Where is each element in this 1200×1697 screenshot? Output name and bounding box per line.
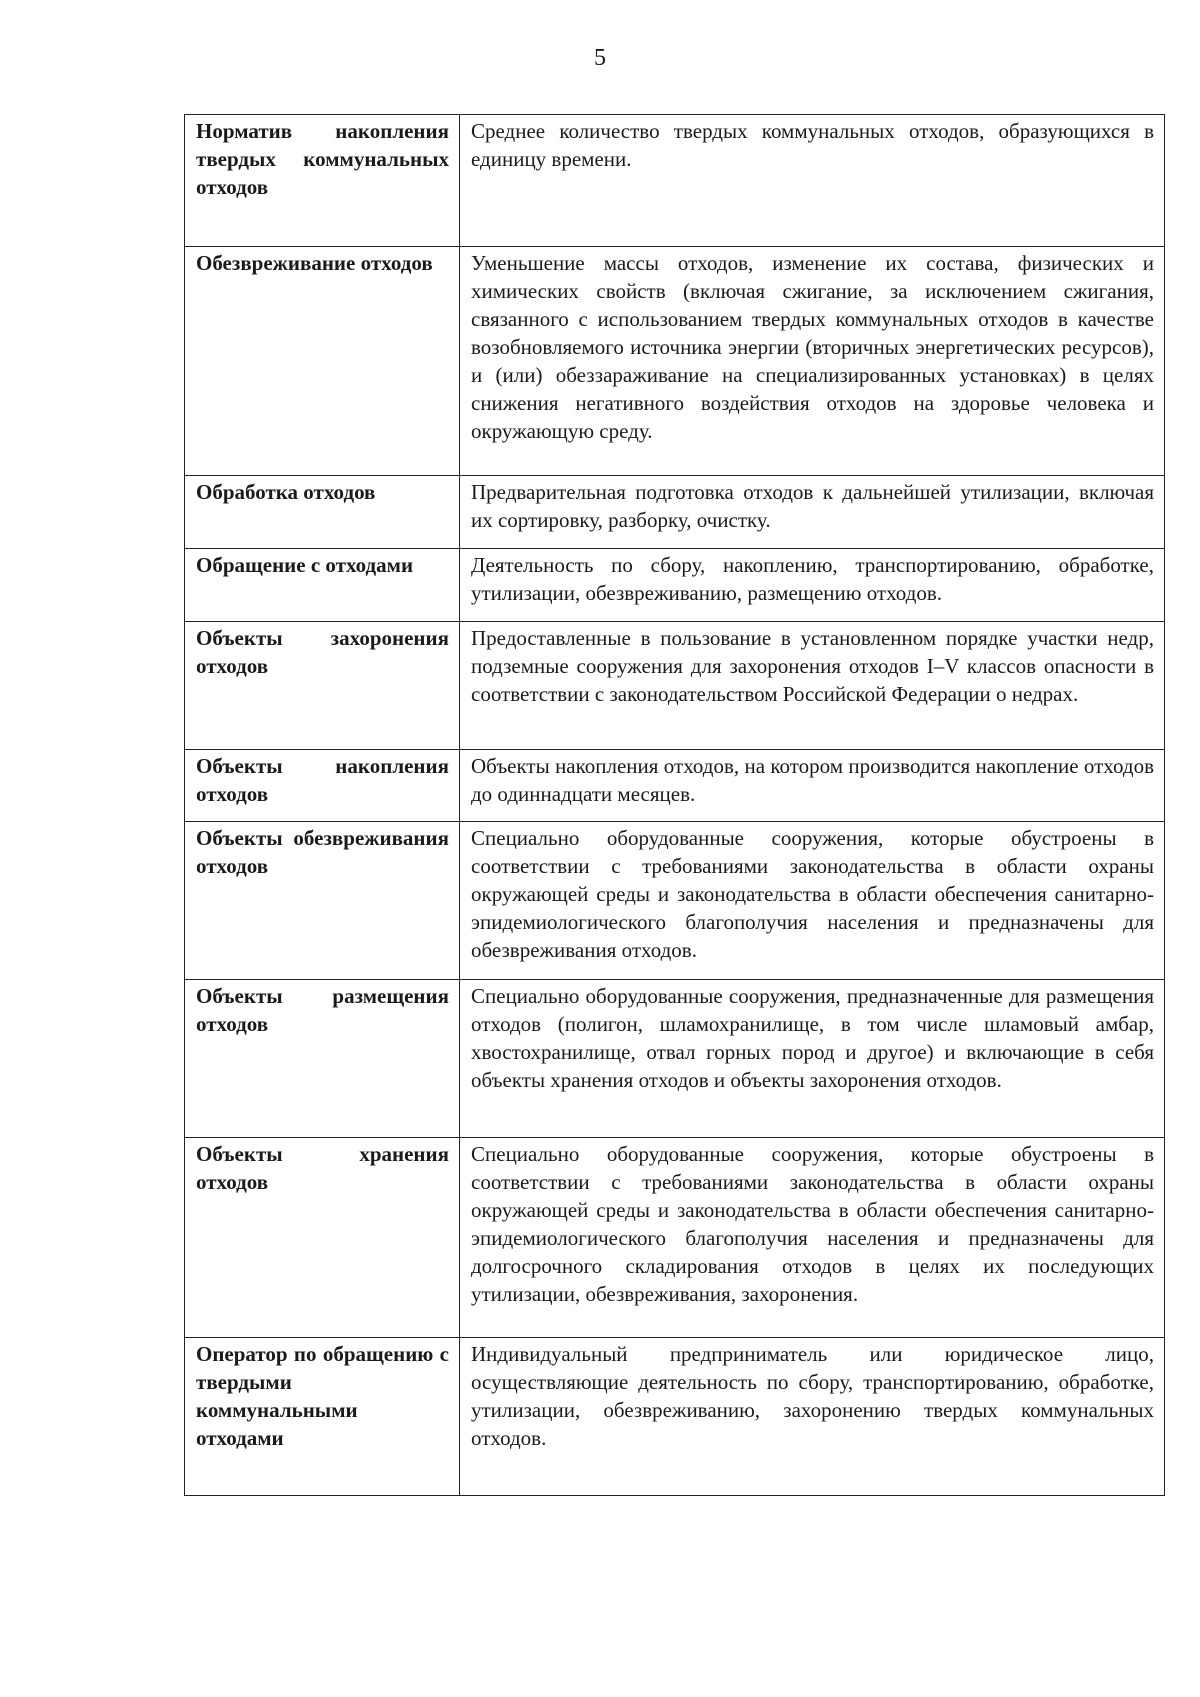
term-cell: Объекты обезвреживания отходов — [185, 822, 460, 980]
table-row — [185, 476, 1165, 549]
term-cell: Объекты размещения отходов — [185, 980, 460, 1138]
term-cell: Объекты хранения отходов — [185, 1138, 460, 1338]
table-row — [185, 1338, 1165, 1496]
term-cell: Обращение с отходами — [185, 549, 460, 622]
table-row — [185, 247, 1165, 476]
table-row — [185, 115, 1165, 247]
term-cell: Объекты захоронения отходов — [185, 622, 460, 750]
table-row — [185, 622, 1165, 750]
table-row — [185, 980, 1165, 1138]
definition-cell: Объекты накопления отходов, на котором производится накопление отходов до одиннадцати месяцев. — [460, 750, 1165, 822]
definition-cell: Специально оборудованные сооружения, которые обустроены в соответствии с требованиями законодательства в области охраны окружающей среды и законодательства в области обеспечения санитарно-эпидемиологического благополучия населения и предназначены для долгосрочного складирования отходов в целях их последующих утилизации, обезвреживания, захоронения. — [460, 1138, 1165, 1338]
definition-cell: Уменьшение массы отходов, изменение их состава, физических и химических свойств (включая сжигание, за исключением сжигания, связанного с использованием твердых коммунальных отходов в качестве возобновляемого источника энергии (вторичных энергетических ресурсов), и (или) обеззараживание на специализированных установках) в целях снижения негативного воздействия отходов на здоровье человека и окружающую среду. — [460, 247, 1165, 476]
definition-cell: Среднее количество твердых коммунальных отходов, образующихся в единицу времени. — [460, 115, 1165, 247]
table-row — [185, 1138, 1165, 1338]
term-cell: Обезвреживание отходов — [185, 247, 460, 476]
table-row — [185, 822, 1165, 980]
glossary-table — [184, 114, 1165, 1496]
table-row — [185, 750, 1165, 822]
definition-cell: Предоставленные в пользование в установленном порядке участки недр, подземные сооружения для захоронения отходов I–V классов опасности в соответствии с законодательством Российской Федерации о недрах. — [460, 622, 1165, 750]
definition-cell: Индивидуальный предприниматель или юридическое лицо, осуществляющие деятельность по сбору, транспортированию, обработке, утилизации, обезвреживанию, захоронению твердых коммунальных отходов. — [460, 1338, 1165, 1496]
term-cell: Обработка отходов — [185, 476, 460, 549]
term-cell: Норматив накопления твердых коммунальных отходов — [185, 115, 460, 247]
definition-cell: Деятельность по сбору, накоплению, транспортированию, обработке, утилизации, обезвреживанию, размещению отходов. — [460, 549, 1165, 622]
page-number: 5 — [594, 45, 606, 71]
definition-cell: Предварительная подготовка отходов к дальнейшей утилизации, включая их сортировку, разборку, очистку. — [460, 476, 1165, 549]
term-cell: Объекты накопления отходов — [185, 750, 460, 822]
definition-cell: Специально оборудованные сооружения, которые обустроены в соответствии с требованиями законодательства в области охраны окружающей среды и законодательства в области обеспечения санитарно-эпидемиологического благополучия населения и предназначены для обезвреживания отходов. — [460, 822, 1165, 980]
term-cell: Оператор по обращению с твердыми коммунальными отходами — [185, 1338, 460, 1496]
definition-cell: Специально оборудованные сооружения, предназначенные для размещения отходов (полигон, шламохранилище, в том числе шламовый амбар, хвостохранилище, отвал горных пород и другое) и включающие в себя объекты хранения отходов и объекты захоронения отходов. — [460, 980, 1165, 1138]
table-row — [185, 549, 1165, 622]
